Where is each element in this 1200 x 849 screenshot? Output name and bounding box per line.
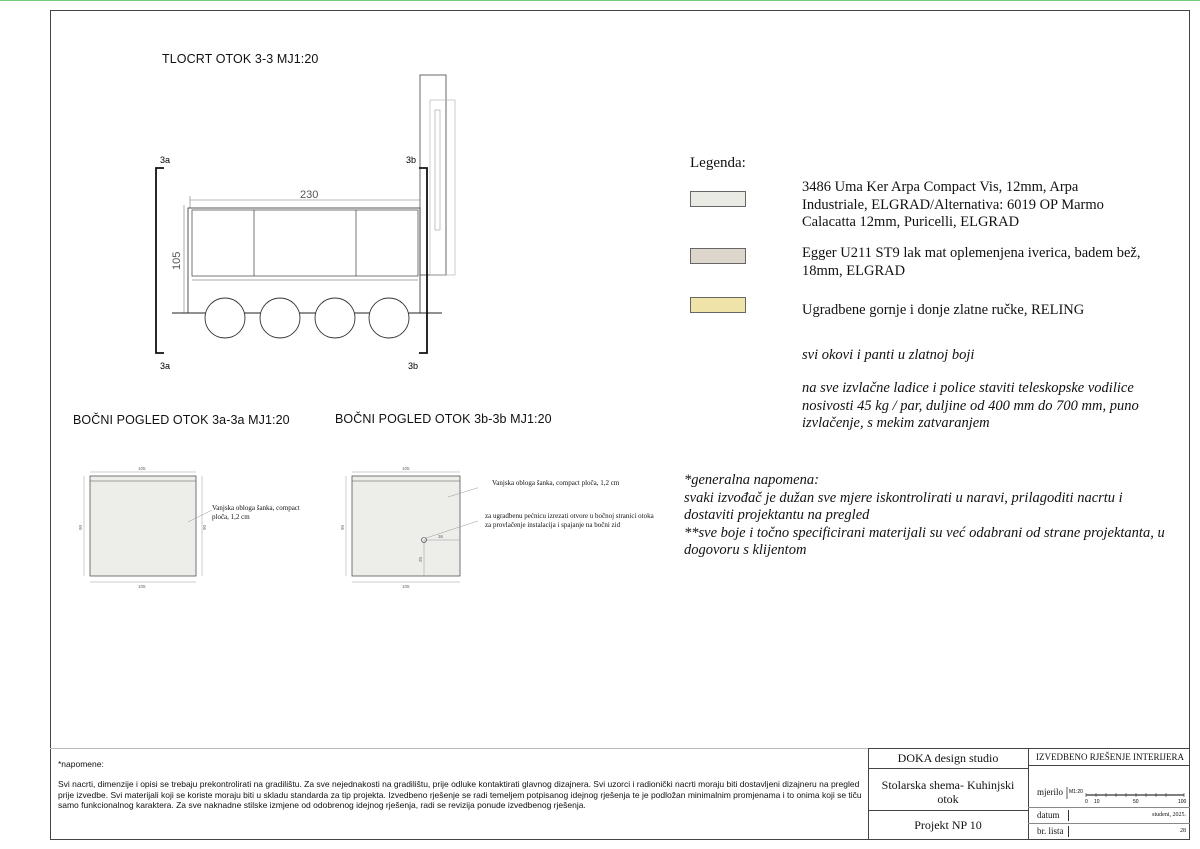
- date-label: datum: [1037, 810, 1060, 820]
- stool: [260, 298, 300, 338]
- marker-3b-top: 3b: [406, 155, 417, 165]
- side-b-dim-left: 90: [340, 524, 345, 530]
- island-outline: [188, 208, 420, 313]
- marker-3b-bottom: 3b: [408, 361, 419, 371]
- stool: [369, 298, 409, 338]
- marker-3a-top: 3a: [160, 155, 171, 165]
- stool: [205, 298, 245, 338]
- footer-divider: [50, 748, 868, 749]
- legend-item-egger: Egger U211 ST9 lak mat oplemenjena iverica, badem bež, 18mm, ELGRAD: [802, 245, 1141, 279]
- general-note-colors: **sve boje i točno specificirani materijali su već odabrani od strane projektanta, u dogovoru s klijentom: [684, 524, 1165, 558]
- studio-name: DOKA design studio: [897, 751, 999, 765]
- side-view-a: [75, 462, 305, 592]
- legend-note-drawers: na sve izvlačne ladice i police staviti teleskopske vodilice nosivosti 45 kg / par, duljine od 400 mm do 700 mm, puno izvlačenje, s mekim zatvaranjem: [802, 380, 1139, 431]
- side-view-b: [338, 462, 478, 592]
- tall-cabinet: [420, 75, 446, 275]
- scale-tick-10: 10: [1094, 799, 1100, 805]
- tall-cabinet-inner: [430, 100, 455, 275]
- section-bracket-3a: [156, 168, 164, 353]
- scale-tick-50: 50: [1133, 799, 1139, 805]
- legend-swatch-compact: [690, 191, 746, 207]
- scale-label: mjerilo: [1037, 787, 1063, 797]
- side-b-note2: za ugradbenu pećnicu izrezati otvore u bočnoj stranici otoka za provlačenje instalacija i spajanje na bočni zid: [485, 512, 654, 529]
- side-b-dim-inner-v: 20: [418, 556, 423, 562]
- legend-swatch-egger: [690, 248, 746, 264]
- side-b-dim-bottom: 105: [402, 584, 410, 589]
- side-b-dim-top: 105: [402, 466, 410, 471]
- scale-tick-100: 100: [1178, 799, 1187, 805]
- dim-height-label: 105: [171, 251, 183, 270]
- island-cabinets: [192, 210, 418, 276]
- general-note: [684, 472, 1169, 560]
- plan-drawing: [150, 70, 470, 380]
- legend-title: Legenda:: [690, 155, 746, 171]
- scale-bar: [1066, 786, 1190, 806]
- general-note-heading: *generalna napomena:: [684, 472, 819, 488]
- plan-title: TLOCRT OTOK 3-3 MJ1:20: [162, 52, 319, 66]
- side-a-dim-bottom: 105: [138, 584, 146, 589]
- legend-item-reling: Ugradbene gornje i donje zlatne ručke, RELING: [802, 302, 1085, 318]
- side-a-dim-top: 105: [138, 466, 146, 471]
- sheet-label: br. lista: [1037, 826, 1064, 836]
- legend-swatch-reling: [690, 297, 746, 313]
- side-a-dim-left: 90: [78, 524, 83, 530]
- legend-note-hardware: svi okovi i panti u zlatnoj boji: [802, 347, 975, 363]
- napomene-text: Svi nacrti, dimenzije i opisi se trebaju prekontrolirati na gradilištu. Za sve nejednakosti na gradilištu, prije odluke kontaktirati glavnog dizajnera. Svi uzorci i radionički nacrti moraju biti dostavljeni dizajneru na pregled prije izvedbe. Svi materijali koji se koriste moraju biti u skladu standarda za tip projekta. Izvedbeno rješenje se radi temeljem potpisanog idejnog rješenja te je podložan minimalnim promjenama i to onima koji se tiču samo funkcionalnog karaktera. Za sve naknadne stilske izmjene od odobrenog idejnog rješenja, radi se revizija ponude izvedbenog rješenja.: [58, 779, 862, 810]
- side-a-note: Vanjska obloga šanka, compact ploča, 1,2 cm: [212, 504, 300, 521]
- tall-cabinet-handle: [435, 110, 440, 230]
- project-phase: IZVEDBENO RJEŠENJE INTERIJERA: [1036, 752, 1184, 762]
- stool: [315, 298, 355, 338]
- project-name: Projekt NP 10: [914, 818, 982, 832]
- side-b-note1: Vanjska obloga šanka, compact ploča, 1,2 cm: [492, 479, 620, 487]
- legend-item-compact: 3486 Uma Ker Arpa Compact Vis, 12mm, Arpa Industriale, ELGRAD/Alternativa: 6019 OP Marmo Calacatta 12mm, Puricelli, ELGRAD: [802, 179, 1104, 230]
- scale-tick-0: 0: [1085, 799, 1088, 805]
- date-value: studeni, 2025.: [1152, 812, 1186, 818]
- dim-width-label: 230: [300, 189, 319, 201]
- side-a-title: BOČNI POGLED OTOK 3a-3a MJ1:20: [73, 413, 290, 427]
- side-a-dim-right: 90: [202, 524, 207, 530]
- side-b-title: BOČNI POGLED OTOK 3b-3b MJ1:20: [335, 412, 552, 426]
- top-edge-line: [0, 0, 1200, 1]
- marker-3a-bottom: 3a: [160, 361, 171, 371]
- general-note-text: svaki izvođač je dužan sve mjere iskontrolirati u naravi, prilagoditi nacrtu i dostaviti projektantu na pregled: [684, 489, 1123, 523]
- side-b-dim-inner-h: 36: [438, 534, 444, 539]
- scale-value: M1:20: [1069, 789, 1083, 795]
- drawing-title: Stolarska shema- Kuhinjski otok: [881, 778, 1015, 806]
- panel-a: [90, 476, 196, 576]
- panel-b: [352, 476, 460, 576]
- sheet-value: 28: [1180, 828, 1186, 834]
- napomene-label: *napomene:: [58, 759, 104, 769]
